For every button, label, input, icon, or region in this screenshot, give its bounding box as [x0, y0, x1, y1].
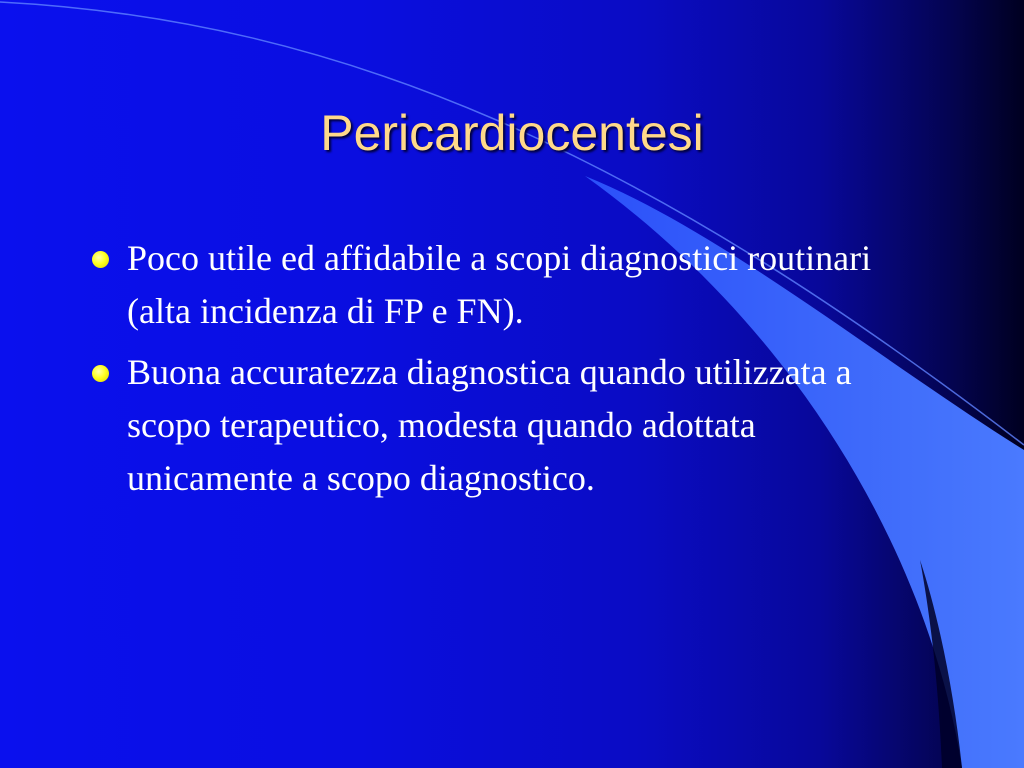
bullet-dot-icon — [92, 251, 109, 268]
bullet-list — [92, 232, 922, 513]
bullet-dot-icon — [92, 365, 109, 382]
bullet-text: Poco utile ed affidabile a scopi diagnostici routinari (alta incidenza di FP e FN). — [127, 238, 872, 331]
bullet-item — [92, 346, 922, 505]
bullet-text: Buona accuratezza diagnostica quando utilizzata a scopo terapeutico, modesta quando adottata unicamente a scopo diagnostico. — [127, 352, 852, 498]
slide-title: Pericardiocentesi — [320, 105, 704, 161]
bullet-item — [92, 232, 922, 338]
